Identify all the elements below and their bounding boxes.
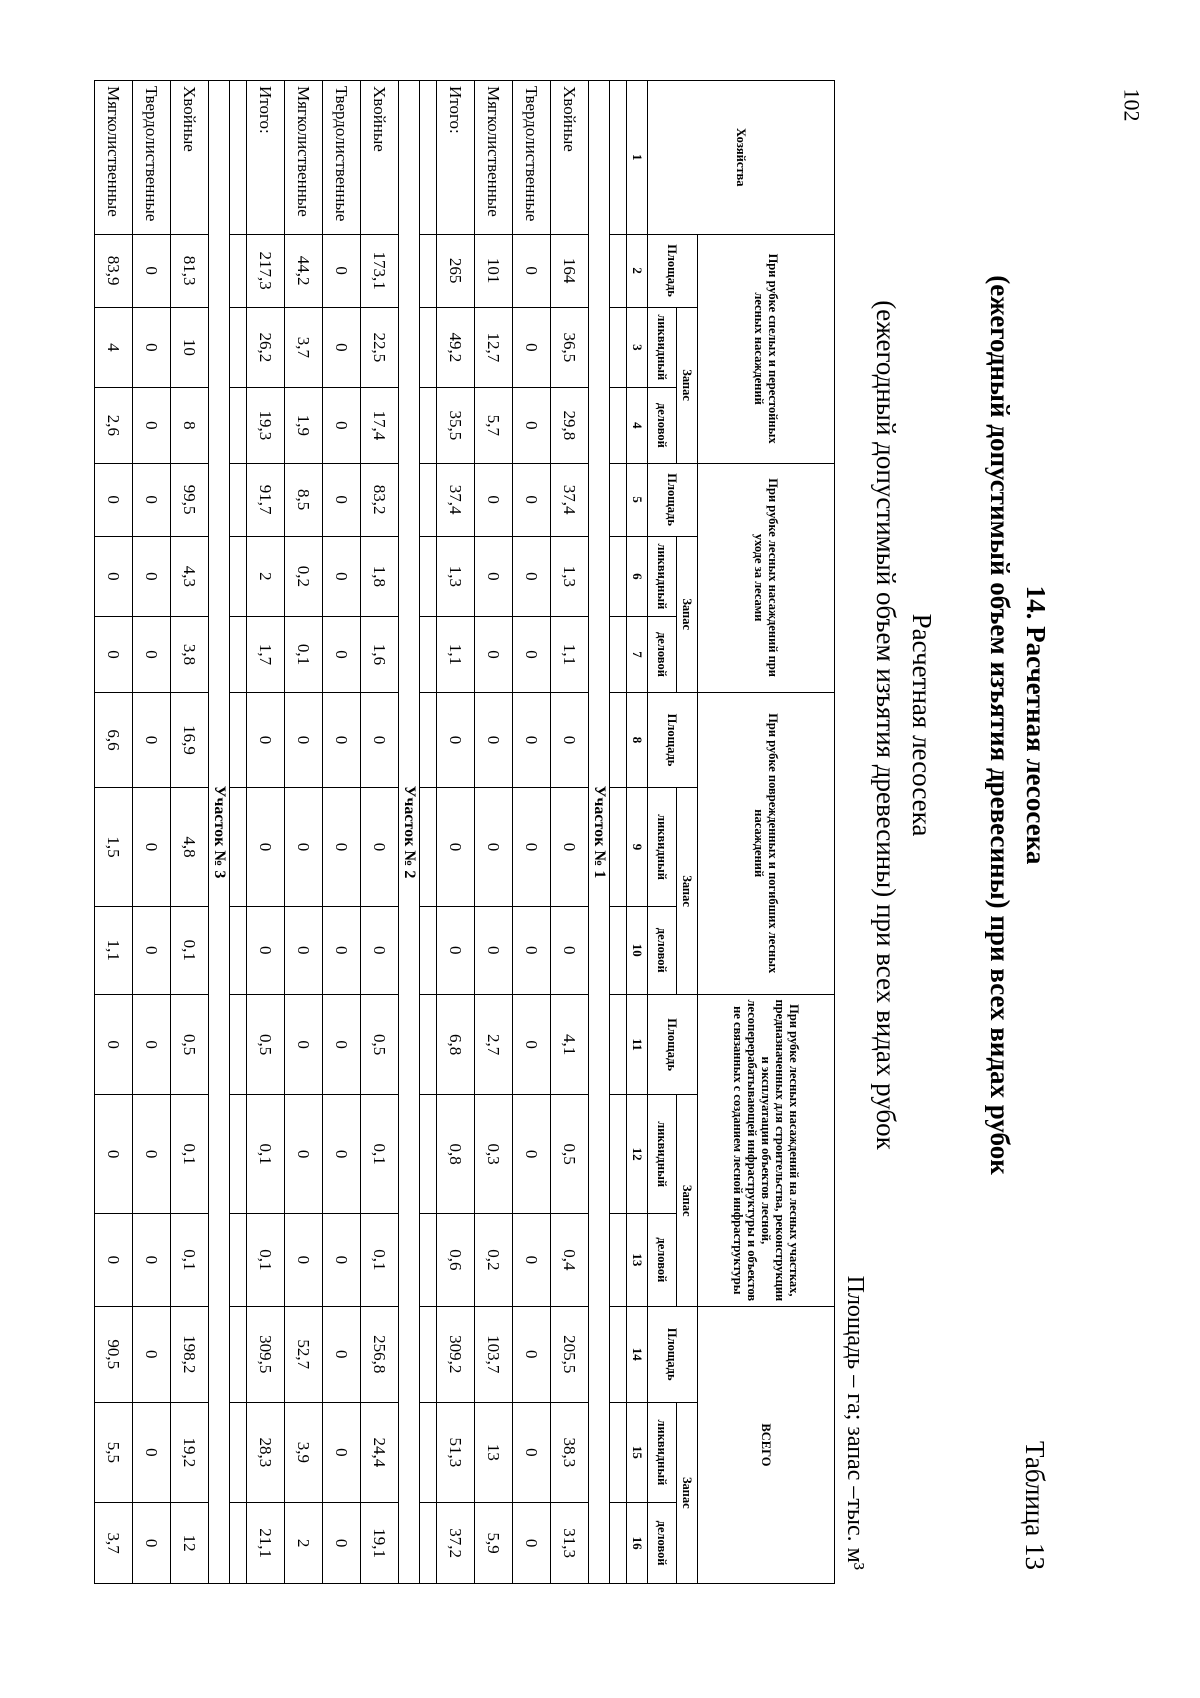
table-cell: 0 bbox=[133, 1213, 171, 1306]
table-cell: 21,1 bbox=[247, 1503, 285, 1584]
section-heading-line2: (ежегодный допустимый объем изъятия древесины) при всех видах рубок bbox=[985, 275, 1015, 1175]
table-row bbox=[551, 81, 589, 1584]
spacer-cell bbox=[610, 536, 627, 617]
spacer-cell bbox=[420, 788, 437, 906]
table-cell: 5,5 bbox=[95, 1402, 133, 1503]
table-cell: 0 bbox=[437, 906, 475, 994]
table-cell: 0 bbox=[285, 788, 323, 906]
table-row bbox=[285, 81, 323, 1584]
table-cell: 0 bbox=[323, 388, 361, 464]
spacer-cell bbox=[230, 1503, 247, 1584]
table-cell: 0,1 bbox=[361, 1213, 399, 1306]
table-cell: 1,3 bbox=[437, 536, 475, 617]
table-cell: 1,6 bbox=[361, 617, 399, 693]
table-cell: 0 bbox=[285, 906, 323, 994]
table-row bbox=[247, 81, 285, 1584]
table-row bbox=[361, 81, 399, 1584]
row-label: Итого: bbox=[247, 81, 285, 235]
table-cell: 0 bbox=[513, 234, 551, 307]
table-title-line2: (ежегодный допустимый объем изъятия древесины) при всех видах рубок bbox=[871, 300, 901, 1150]
section-heading-line1: 14. Расчетная лесосека bbox=[1021, 585, 1051, 865]
spacer-cell bbox=[610, 1402, 627, 1503]
spacer-cell bbox=[610, 1213, 627, 1306]
table-cell: 44,2 bbox=[285, 234, 323, 307]
table-cell: 35,5 bbox=[437, 388, 475, 464]
table-cell: 8 bbox=[171, 388, 209, 464]
row-label: Мягколиственные bbox=[95, 81, 133, 235]
table-cell: 0 bbox=[95, 1095, 133, 1213]
header-business: деловой bbox=[648, 617, 677, 693]
table-row bbox=[437, 81, 475, 1584]
header-business: деловой bbox=[648, 1503, 677, 1584]
table-cell: 0 bbox=[513, 1402, 551, 1503]
header-stock: Запас bbox=[677, 536, 698, 692]
spacer-cell bbox=[420, 1306, 437, 1402]
table-cell: 0 bbox=[133, 1306, 171, 1402]
table-cell: 0 bbox=[513, 463, 551, 536]
header-business: деловой bbox=[648, 906, 677, 994]
spacer-cell bbox=[230, 994, 247, 1095]
table-cell: 0 bbox=[323, 788, 361, 906]
table-cell: 0 bbox=[133, 536, 171, 617]
table-cell: 309,2 bbox=[437, 1306, 475, 1402]
table-cell: 0 bbox=[133, 1503, 171, 1584]
table-cell: 0 bbox=[285, 1213, 323, 1306]
spacer-row bbox=[420, 81, 437, 1584]
table-cell: 0 bbox=[513, 994, 551, 1095]
table-cell: 205,5 bbox=[551, 1306, 589, 1402]
table-cell: 3,7 bbox=[285, 307, 323, 388]
table-cell: 51,3 bbox=[437, 1402, 475, 1503]
table-cell: 0 bbox=[133, 1402, 171, 1503]
table-cell: 0 bbox=[513, 1095, 551, 1213]
table-cell: 0 bbox=[361, 906, 399, 994]
table-cell: 0 bbox=[361, 788, 399, 906]
spacer-cell bbox=[610, 906, 627, 994]
table-cell: 0 bbox=[513, 1213, 551, 1306]
units-note: Площадь – га; запас –тыс. м³ bbox=[842, 1275, 868, 1570]
header-group-thinning: При рубке лесных насаждений при уходе за лесами bbox=[698, 463, 835, 692]
spacer-cell bbox=[420, 536, 437, 617]
table-cell: 265 bbox=[437, 234, 475, 307]
table-cell: 0,5 bbox=[247, 994, 285, 1095]
table-cell: 0 bbox=[323, 1402, 361, 1503]
table-cell: 0 bbox=[133, 994, 171, 1095]
table-cell: 0 bbox=[285, 994, 323, 1095]
spacer-cell bbox=[230, 307, 247, 388]
header-stock: Запас bbox=[677, 1402, 698, 1583]
header-liquid: ликвидный bbox=[648, 1095, 677, 1213]
table-cell: 6,8 bbox=[437, 994, 475, 1095]
spacer-cell bbox=[230, 536, 247, 617]
table-cell: 4,1 bbox=[551, 994, 589, 1095]
table-cell: 101 bbox=[475, 234, 513, 307]
spacer-cell bbox=[420, 1095, 437, 1213]
table-cell: 0 bbox=[133, 234, 171, 307]
table-cell: 0 bbox=[513, 307, 551, 388]
spacer-cell bbox=[610, 81, 627, 235]
spacer-cell bbox=[230, 1402, 247, 1503]
header-group-infrastructure: При рубке лесных насаждений на лесных участках, предназначенных для строительства, реконструкции и эксплуатации объектов лесной, лесоперерабатывающей инфраструктуры и объектов не связанных с созданием лесной инфраструктуры bbox=[698, 994, 835, 1306]
table-cell: 0,8 bbox=[437, 1095, 475, 1213]
table-cell: 2,6 bbox=[95, 388, 133, 464]
table-cell: 309,5 bbox=[247, 1306, 285, 1402]
table-cell: 36,5 bbox=[551, 307, 589, 388]
table-cell: 0 bbox=[513, 906, 551, 994]
row-label: Мягколиственные bbox=[475, 81, 513, 235]
table-cell: 0 bbox=[247, 692, 285, 788]
table-cell: 0 bbox=[551, 788, 589, 906]
spacer-cell bbox=[610, 1095, 627, 1213]
section-title: Участок № 3 bbox=[209, 81, 230, 1584]
table-cell: 83,9 bbox=[95, 234, 133, 307]
table-cell: 0 bbox=[475, 692, 513, 788]
table-cell: 99,5 bbox=[171, 463, 209, 536]
table-cell: 0 bbox=[437, 788, 475, 906]
spacer-cell bbox=[420, 994, 437, 1095]
section-title: Участок № 1 bbox=[589, 81, 610, 1584]
column-index-cell: 3 bbox=[627, 307, 648, 388]
table-body bbox=[95, 81, 627, 1584]
table-cell: 173,1 bbox=[361, 234, 399, 307]
row-label: Твердолиственные bbox=[513, 81, 551, 235]
table-cell: 5,9 bbox=[475, 1503, 513, 1584]
table-cell: 0 bbox=[513, 788, 551, 906]
table-row bbox=[133, 81, 171, 1584]
header-group-damaged: При рубке поврежденных и погибших лесных насаждений bbox=[698, 692, 835, 994]
table-cell: 1,9 bbox=[285, 388, 323, 464]
spacer-cell bbox=[230, 1306, 247, 1402]
table-cell: 0 bbox=[475, 463, 513, 536]
table-cell: 0 bbox=[323, 307, 361, 388]
header-stock: Запас bbox=[677, 307, 698, 463]
table-cell: 13 bbox=[475, 1402, 513, 1503]
table-cell: 52,7 bbox=[285, 1306, 323, 1402]
allowable-cut-table bbox=[94, 80, 835, 1584]
table-cell: 0 bbox=[513, 536, 551, 617]
spacer-cell bbox=[420, 463, 437, 536]
table-label: Таблица 13 bbox=[1020, 1441, 1050, 1570]
table-cell: 0 bbox=[361, 692, 399, 788]
column-index-cell: 5 bbox=[627, 463, 648, 536]
spacer-cell bbox=[230, 617, 247, 693]
header-farm: Хозяйства bbox=[648, 81, 835, 235]
row-label: Твердолиственные bbox=[133, 81, 171, 235]
table-cell: 0 bbox=[513, 388, 551, 464]
header-group-mature: При рубке спелых и перестойных лесных насаждений bbox=[698, 234, 835, 463]
spacer-cell bbox=[420, 234, 437, 307]
table-cell: 0 bbox=[437, 692, 475, 788]
spacer-cell bbox=[420, 1402, 437, 1503]
table-cell: 0 bbox=[513, 1306, 551, 1402]
table-cell: 1,8 bbox=[361, 536, 399, 617]
spacer-cell bbox=[610, 617, 627, 693]
spacer-cell bbox=[610, 1306, 627, 1402]
table-title-line1: Расчетная лесосека bbox=[907, 613, 937, 837]
table-cell: 0 bbox=[475, 906, 513, 994]
table-cell: 1,3 bbox=[551, 536, 589, 617]
table-cell: 2 bbox=[247, 536, 285, 617]
spacer-cell bbox=[420, 906, 437, 994]
table-cell: 4,8 bbox=[171, 788, 209, 906]
table-cell: 0 bbox=[133, 388, 171, 464]
table-cell: 0 bbox=[95, 617, 133, 693]
spacer-cell bbox=[610, 388, 627, 464]
table-cell: 16,9 bbox=[171, 692, 209, 788]
table-cell: 2 bbox=[285, 1503, 323, 1584]
table-cell: 0 bbox=[247, 788, 285, 906]
header-group-total: ВСЕГО bbox=[698, 1306, 835, 1583]
header-area: Площадь bbox=[648, 463, 698, 536]
table-cell: 0,3 bbox=[475, 1095, 513, 1213]
section-row bbox=[589, 81, 610, 1584]
column-index-cell: 15 bbox=[627, 1402, 648, 1503]
table-cell: 0 bbox=[323, 906, 361, 994]
table-cell: 90,5 bbox=[95, 1306, 133, 1402]
header-liquid: ликвидный bbox=[648, 788, 677, 906]
table-cell: 0 bbox=[323, 1213, 361, 1306]
table-cell: 1,5 bbox=[95, 788, 133, 906]
page-number: 102 bbox=[1119, 88, 1145, 122]
table-cell: 91,7 bbox=[247, 463, 285, 536]
table-cell: 12,7 bbox=[475, 307, 513, 388]
section-row bbox=[399, 81, 420, 1584]
table-cell: 0 bbox=[323, 1095, 361, 1213]
header-business: деловой bbox=[648, 388, 677, 464]
table-cell: 81,3 bbox=[171, 234, 209, 307]
rotated-page-content bbox=[104, 60, 1060, 1620]
table-cell: 0 bbox=[247, 906, 285, 994]
spacer-row bbox=[230, 81, 247, 1584]
table-cell: 49,2 bbox=[437, 307, 475, 388]
table-cell: 5,7 bbox=[475, 388, 513, 464]
table-cell: 37,4 bbox=[437, 463, 475, 536]
table-cell: 2,7 bbox=[475, 994, 513, 1095]
table-cell: 1,7 bbox=[247, 617, 285, 693]
spacer-cell bbox=[230, 81, 247, 235]
table-title bbox=[868, 60, 940, 1390]
spacer-cell bbox=[230, 234, 247, 307]
spacer-cell bbox=[610, 463, 627, 536]
table-cell: 38,3 bbox=[551, 1402, 589, 1503]
header-area: Площадь bbox=[648, 234, 698, 307]
table-cell: 0 bbox=[323, 234, 361, 307]
table-cell: 0 bbox=[551, 692, 589, 788]
column-index-row bbox=[627, 81, 648, 1584]
spacer-cell bbox=[230, 692, 247, 788]
table-cell: 198,2 bbox=[171, 1306, 209, 1402]
table-cell: 19,1 bbox=[361, 1503, 399, 1584]
table-cell: 0 bbox=[323, 1503, 361, 1584]
table-cell: 0,1 bbox=[247, 1213, 285, 1306]
header-area: Площадь bbox=[648, 1306, 698, 1402]
table-cell: 0 bbox=[95, 463, 133, 536]
table-cell: 0,4 bbox=[551, 1213, 589, 1306]
table-cell: 83,2 bbox=[361, 463, 399, 536]
table-cell: 0 bbox=[551, 906, 589, 994]
table-cell: 0 bbox=[133, 463, 171, 536]
table-cell: 0 bbox=[475, 788, 513, 906]
table-row bbox=[323, 81, 361, 1584]
table-cell: 0 bbox=[323, 994, 361, 1095]
spacer-cell bbox=[230, 906, 247, 994]
row-label: Хвойные bbox=[551, 81, 589, 235]
table-cell: 8,5 bbox=[285, 463, 323, 536]
column-index-cell: 1 bbox=[627, 81, 648, 235]
table-cell: 0 bbox=[133, 906, 171, 994]
row-label: Итого: bbox=[437, 81, 475, 235]
table-cell: 10 bbox=[171, 307, 209, 388]
table-cell: 3,8 bbox=[171, 617, 209, 693]
header-area: Площадь bbox=[648, 994, 698, 1095]
table-cell: 0,5 bbox=[361, 994, 399, 1095]
table-cell: 4,3 bbox=[171, 536, 209, 617]
table-cell: 0 bbox=[133, 692, 171, 788]
table-cell: 0 bbox=[285, 1095, 323, 1213]
table-cell: 26,2 bbox=[247, 307, 285, 388]
table-cell: 0 bbox=[133, 617, 171, 693]
table-cell: 0 bbox=[285, 692, 323, 788]
table-cell: 0 bbox=[323, 617, 361, 693]
table-cell: 0 bbox=[95, 536, 133, 617]
table-cell: 0 bbox=[475, 536, 513, 617]
table-cell: 0,1 bbox=[171, 906, 209, 994]
row-label: Хвойные bbox=[171, 81, 209, 235]
column-index-cell: 16 bbox=[627, 1503, 648, 1584]
column-index-cell: 13 bbox=[627, 1213, 648, 1306]
table-cell: 0 bbox=[513, 1503, 551, 1584]
spacer-cell bbox=[230, 1095, 247, 1213]
section-row bbox=[209, 81, 230, 1584]
table-cell: 12 bbox=[171, 1503, 209, 1584]
header-business: деловой bbox=[648, 1213, 677, 1306]
column-index-cell: 2 bbox=[627, 234, 648, 307]
table-cell: 19,3 bbox=[247, 388, 285, 464]
spacer-cell bbox=[420, 1503, 437, 1584]
spacer-cell bbox=[420, 307, 437, 388]
table-cell: 0 bbox=[133, 1095, 171, 1213]
table-cell: 0,5 bbox=[171, 994, 209, 1095]
spacer-cell bbox=[420, 1213, 437, 1306]
spacer-cell bbox=[610, 1503, 627, 1584]
header-stock: Запас bbox=[677, 1095, 698, 1306]
column-index-cell: 7 bbox=[627, 617, 648, 693]
spacer-cell bbox=[610, 307, 627, 388]
table-cell: 0,1 bbox=[285, 617, 323, 693]
table-cell: 0,1 bbox=[171, 1095, 209, 1213]
table-cell: 6,6 bbox=[95, 692, 133, 788]
spacer-row bbox=[610, 81, 627, 1584]
column-index-cell: 8 bbox=[627, 692, 648, 788]
table-cell: 0 bbox=[133, 307, 171, 388]
table-cell: 0 bbox=[513, 617, 551, 693]
table-cell: 3,9 bbox=[285, 1402, 323, 1503]
table-row bbox=[95, 81, 133, 1584]
table-cell: 0 bbox=[323, 692, 361, 788]
table-cell: 0,1 bbox=[247, 1095, 285, 1213]
table-cell: 29,8 bbox=[551, 388, 589, 464]
table-cell: 17,4 bbox=[361, 388, 399, 464]
table-cell: 0 bbox=[513, 692, 551, 788]
section-title: Участок № 2 bbox=[399, 81, 420, 1584]
table-cell: 24,4 bbox=[361, 1402, 399, 1503]
spacer-cell bbox=[610, 234, 627, 307]
table-cell: 1,1 bbox=[95, 906, 133, 994]
table-cell: 0 bbox=[133, 788, 171, 906]
spacer-cell bbox=[420, 617, 437, 693]
header-stock: Запас bbox=[677, 788, 698, 994]
table-cell: 31,3 bbox=[551, 1503, 589, 1584]
spacer-cell bbox=[230, 463, 247, 536]
header-liquid: ликвидный bbox=[648, 307, 677, 388]
column-index-cell: 10 bbox=[627, 906, 648, 994]
table-cell: 0,2 bbox=[285, 536, 323, 617]
table-cell: 0,2 bbox=[475, 1213, 513, 1306]
header-liquid: ликвидный bbox=[648, 536, 677, 617]
table-cell: 0,5 bbox=[551, 1095, 589, 1213]
table-cell: 0 bbox=[323, 536, 361, 617]
table-cell: 19,2 bbox=[171, 1402, 209, 1503]
spacer-cell bbox=[230, 388, 247, 464]
table-cell: 0 bbox=[323, 1306, 361, 1402]
table-row bbox=[171, 81, 209, 1584]
table-cell: 0 bbox=[95, 1213, 133, 1306]
column-index-cell: 14 bbox=[627, 1306, 648, 1402]
spacer-cell bbox=[610, 788, 627, 906]
spacer-cell bbox=[420, 692, 437, 788]
table-cell: 37,4 bbox=[551, 463, 589, 536]
column-index-cell: 9 bbox=[627, 788, 648, 906]
table-row bbox=[475, 81, 513, 1584]
table-cell: 1,1 bbox=[551, 617, 589, 693]
section-heading bbox=[982, 60, 1054, 1390]
table-cell: 4 bbox=[95, 307, 133, 388]
table-cell: 0,1 bbox=[171, 1213, 209, 1306]
row-label: Мягколиственные bbox=[285, 81, 323, 235]
spacer-cell bbox=[610, 994, 627, 1095]
table-cell: 256,8 bbox=[361, 1306, 399, 1402]
spacer-cell bbox=[230, 788, 247, 906]
spacer-cell bbox=[610, 692, 627, 788]
spacer-cell bbox=[230, 1213, 247, 1306]
column-index-cell: 11 bbox=[627, 994, 648, 1095]
table-cell: 28,3 bbox=[247, 1402, 285, 1503]
column-index-cell: 4 bbox=[627, 388, 648, 464]
header-area: Площадь bbox=[648, 692, 698, 788]
row-label: Хвойные bbox=[361, 81, 399, 235]
spacer-cell bbox=[420, 388, 437, 464]
table-row bbox=[513, 81, 551, 1584]
table-cell: 164 bbox=[551, 234, 589, 307]
table-cell: 1,1 bbox=[437, 617, 475, 693]
table-cell: 3,7 bbox=[95, 1503, 133, 1584]
column-index-cell: 6 bbox=[627, 536, 648, 617]
table-cell: 0 bbox=[95, 994, 133, 1095]
row-label: Твердолиственные bbox=[323, 81, 361, 235]
table-cell: 103,7 bbox=[475, 1306, 513, 1402]
table-cell: 0,6 bbox=[437, 1213, 475, 1306]
table-cell: 217,3 bbox=[247, 234, 285, 307]
header-liquid: ликвидный bbox=[648, 1402, 677, 1503]
table-cell: 0,1 bbox=[361, 1095, 399, 1213]
table-cell: 0 bbox=[475, 617, 513, 693]
column-index-cell: 12 bbox=[627, 1095, 648, 1213]
table-cell: 37,2 bbox=[437, 1503, 475, 1584]
table-cell: 22,5 bbox=[361, 307, 399, 388]
table-cell: 0 bbox=[323, 463, 361, 536]
spacer-cell bbox=[420, 81, 437, 235]
